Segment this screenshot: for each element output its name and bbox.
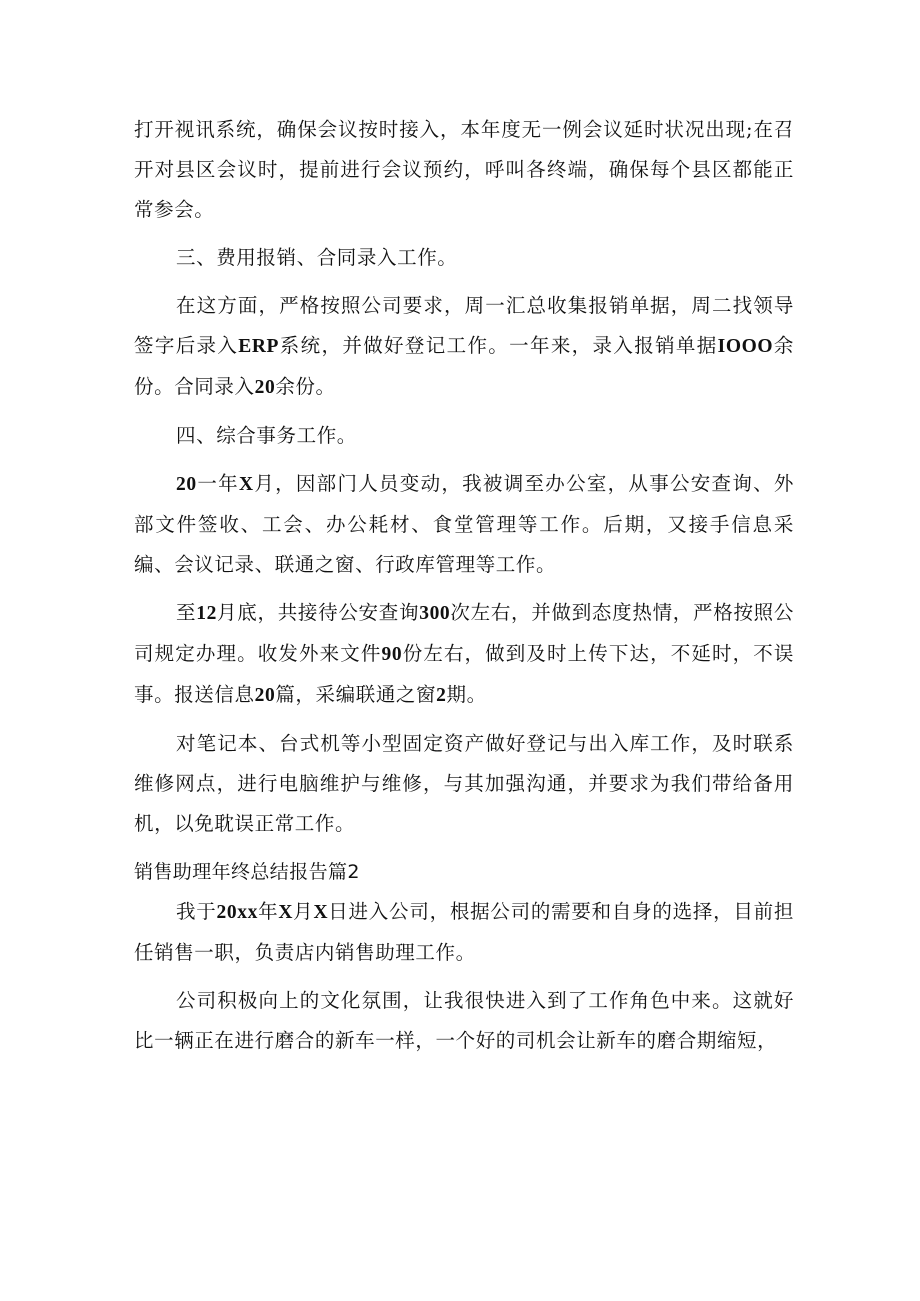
- paragraph-statistics: 至12月底，共接待公安查询300次左右，并做到态度热情，严格按照公司规定办理。收发外来文件90份左右，做到及时上传下达，不延时，不误事。报送信息20篇，采编联通之窗2期。: [134, 601, 794, 706]
- section-title: 销售助理年终总结报告篇2: [134, 861, 360, 883]
- document-body: [134, 110, 794, 1061]
- paragraph-assets: 对笔记本、台式机等小型固定资产做好登记与出入库工作，及时联系维修网点，进行电脑维护与维修，与其加强沟通，并要求为我们带给备用机，以免耽误正常工作。: [134, 732, 794, 835]
- heading-general-affairs: 四、综合事务工作。: [176, 424, 357, 447]
- paragraph-transfer: 20一年X月，因部门人员变动，我被调至办公室，从事公安查询、外部文件签收、工会、办公耗材、食堂管理等工作。后期，又接手信息采编、会议记录、联通之窗、行政库管理等工作。: [134, 472, 794, 576]
- paragraph-joining: 我于20xx年X月X日进入公司，根据公司的需要和自身的选择，目前担任销售一职，负责店内销售助理工作。: [134, 900, 794, 964]
- paragraph-culture: 公司积极向上的文化氛围，让我很快进入到了工作角色中来。这就好比一辆正在进行磨合的新车一样，一个好的司机会让新车的磨合期缩短，: [134, 989, 794, 1052]
- paragraph-expense-details: 在这方面，严格按照公司要求，周一汇总收集报销单据，周二找领导签字后录入ERP系统，并做好登记工作。一年来，录入报销单据IOOO余份。合同录入20余份。: [134, 294, 794, 398]
- heading-expense-contract: 三、费用报销、合同录入工作。: [176, 246, 458, 269]
- paragraph-video-conference: 打开视讯系统，确保会议按时接入，本年度无一例会议延时状况出现;在召开对县区会议时，提前进行会议预约，呼叫各终端，确保每个县区都能正常参会。: [134, 118, 794, 221]
